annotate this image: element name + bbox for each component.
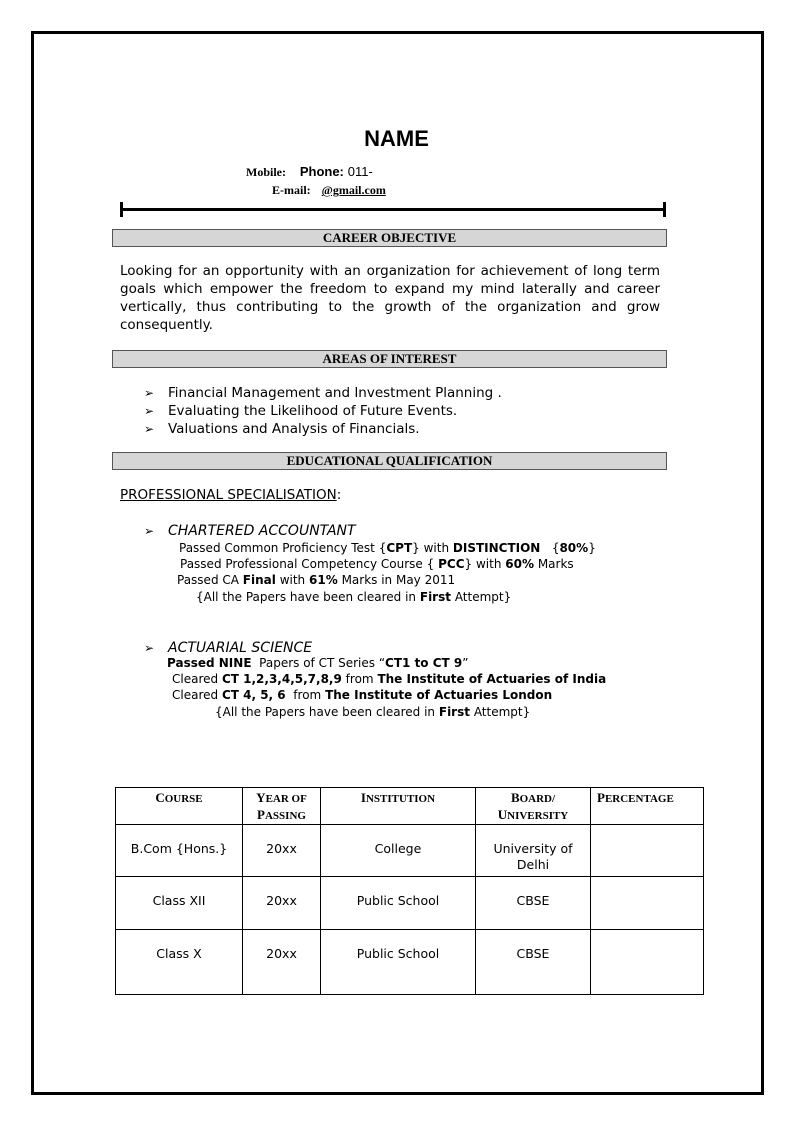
list-item: ➢ Valuations and Analysis of Financials. — [144, 421, 420, 437]
section-areas-of-interest: AREAS OF INTEREST — [112, 350, 667, 368]
arrow-bullet-icon: ➢ — [144, 524, 155, 538]
email-link[interactable]: @gmail.com — [321, 183, 386, 197]
as-title: ACTUARIAL SCIENCE — [168, 640, 313, 656]
header-board: BOARD/ UNIVERSITY — [476, 788, 591, 825]
divider-end-right — [663, 202, 666, 217]
cell-board: University of Delhi — [476, 825, 591, 877]
cell-course: B.Com {Hons.} — [116, 825, 243, 877]
header-year: YEAR OF PASSING — [243, 788, 321, 825]
cell-board: CBSE — [476, 930, 591, 995]
ca-line-pcc: Passed Professional Competency Course { PCC} with 60% Marks — [180, 557, 574, 571]
header-percentage: PERCENTAGE — [591, 788, 704, 825]
list-item: ➢ Evaluating the Likelihood of Future Events. — [144, 403, 458, 419]
phone-label: Phone: — [299, 164, 344, 179]
ca-line-attempt: {All the Papers have been cleared in First Attempt} — [196, 590, 512, 604]
divider-end-left — [120, 202, 123, 217]
cell-percentage — [591, 930, 704, 995]
as-line-papers: Passed NINE Papers of CT Series “CT1 to CT 9” — [167, 656, 469, 670]
education-table — [115, 787, 704, 995]
table-row — [116, 930, 704, 995]
arrow-bullet-icon: ➢ — [144, 386, 155, 400]
cell-course: Class XII — [116, 877, 243, 930]
section-career-objective: CAREER OBJECTIVE — [112, 229, 667, 247]
cell-percentage — [591, 825, 704, 877]
ca-title: CHARTERED ACCOUNTANT — [168, 523, 356, 539]
table-row — [116, 825, 704, 877]
cell-institution: Public School — [321, 930, 476, 995]
as-line-london: Cleared CT 4, 5, 6 from The Institute of Actuaries London — [172, 688, 553, 702]
arrow-bullet-icon: ➢ — [144, 641, 155, 655]
cell-institution: Public School — [321, 877, 476, 930]
phone-value: 011- — [347, 164, 373, 179]
header-divider — [122, 208, 664, 211]
contact-email-line — [272, 183, 386, 198]
objective-text: Looking for an opportunity with an organization for achievement of long term goals which empower the freedom to expand my mind laterally and career vertically, thus contributing to the growth of the organization and grow consequently. — [120, 263, 660, 333]
as-title-line — [144, 637, 312, 656]
as-line-india: Cleared CT 1,2,3,4,5,7,8,9 from The Institute of Actuaries of India — [172, 672, 607, 686]
professional-heading: PROFESSIONAL SPECIALISATION: — [120, 487, 342, 503]
candidate-name: NAME — [364, 126, 429, 151]
mobile-label: Mobile: — [246, 165, 286, 179]
contact-phone-line — [246, 164, 373, 180]
ca-line-final: Passed CA Final with 61% Marks in May 2011 — [177, 573, 456, 587]
ca-line-cpt: Passed Common Proficiency Test {CPT} with DISTINCTION {80%} — [179, 541, 596, 555]
interest-list — [144, 384, 502, 438]
table-header-row — [116, 788, 704, 825]
arrow-bullet-icon: ➢ — [144, 422, 155, 436]
header-course: COURSE — [116, 788, 243, 825]
ca-title-line — [144, 520, 356, 539]
header-institution: INSTITUTION — [321, 788, 476, 825]
cell-course: Class X — [116, 930, 243, 995]
table-row — [116, 877, 704, 930]
cell-year: 20xx — [243, 930, 321, 995]
list-item: ➢ Financial Management and Investment Planning . — [144, 385, 502, 401]
cell-year: 20xx — [243, 877, 321, 930]
cell-institution: College — [321, 825, 476, 877]
cell-board: CBSE — [476, 877, 591, 930]
as-line-attempt: {All the Papers have been cleared in First Attempt} — [215, 705, 531, 719]
arrow-bullet-icon: ➢ — [144, 404, 155, 418]
cell-percentage — [591, 877, 704, 930]
email-label: E-mail: — [272, 183, 311, 197]
section-educational-qualification: EDUCATIONAL QUALIFICATION — [112, 452, 667, 470]
cell-year: 20xx — [243, 825, 321, 877]
